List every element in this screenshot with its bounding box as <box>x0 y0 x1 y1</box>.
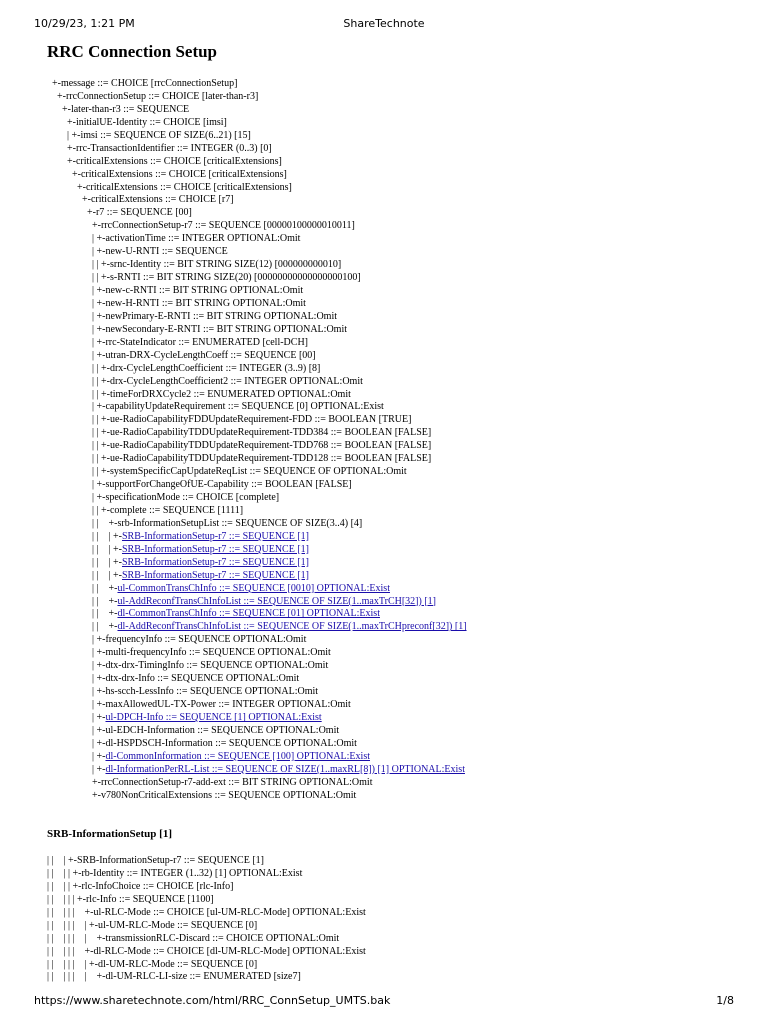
tree-line <box>47 933 748 946</box>
tree-line <box>52 259 748 272</box>
tree-line-text: | +-new-U-RNTI ::= SEQUENCE <box>52 246 228 258</box>
tree-line-link[interactable]: SRB-InformationSetup-r7 ::= SEQUENCE [1] <box>121 556 309 568</box>
tree-line-link[interactable]: dl-CommonInformation ::= SEQUENCE [100] OPTIONAL:Exist <box>105 750 370 762</box>
tree-line <box>47 907 748 920</box>
tree-line <box>52 466 748 479</box>
tree-line <box>52 311 748 324</box>
tree-line[interactable] <box>52 583 748 596</box>
tree-line-text: | +-dtx-drx-TimingInfo ::= SEQUENCE OPTIONAL:Omit <box>52 660 329 672</box>
tree-line <box>52 479 748 492</box>
tree-line-text: | | | | | | +-dl-UM-RLC-LI-size ::= ENUMERATED [size7] <box>47 971 301 983</box>
tree-line-text: | | +-srnc-Identity ::= BIT STRING SIZE(12) [000000000010] <box>52 259 342 271</box>
tree-line <box>52 169 748 182</box>
tree-line <box>52 207 748 220</box>
tree-line-text: +-criticalExtensions ::= CHOICE [criticalExtensions] <box>52 155 282 167</box>
tree-line <box>52 686 748 699</box>
tree-line-text: | | +-complete ::= SEQUENCE [1111] <box>52 504 244 516</box>
tree-line <box>52 389 748 402</box>
tree-line-text: | | +-ue-RadioCapabilityTDDUpdateRequirement-TDD768 ::= BOOLEAN [FALSE] <box>52 440 432 452</box>
tree-line-text: | | | | | | +-dl-UM-RLC-Mode ::= SEQUENCE [0] <box>47 958 258 970</box>
tree-line-link[interactable]: ul-AddReconfTransChInfoList ::= SEQUENCE OF SIZE(1..maxTrCH[32]) [1] <box>117 595 436 607</box>
section-title: SRB-InformationSetup [1] <box>47 828 172 840</box>
tree-line <box>52 285 748 298</box>
tree-line-text: | | | | | | +-transmissionRLC-Discard ::= CHOICE OPTIONAL:Omit <box>47 932 340 944</box>
tree-line[interactable] <box>52 557 748 570</box>
tree-line-text: | +-ul-EDCH-Information ::= SEQUENCE OPTIONAL:Omit <box>52 724 340 736</box>
tree-line <box>52 725 748 738</box>
tree-line <box>52 492 748 505</box>
tree-line-text: | | +-timeForDRXCycle2 ::= ENUMERATED OPTIONAL:Omit <box>52 388 351 400</box>
tree-line[interactable] <box>52 621 748 634</box>
tree-line <box>47 868 748 881</box>
tree-line-link[interactable]: ul-DPCH-Info ::= SEQUENCE [1] OPTIONAL:Exist <box>105 711 322 723</box>
tree-line-link[interactable]: SRB-InformationSetup-r7 ::= SEQUENCE [1] <box>121 530 309 542</box>
tree-line <box>52 440 748 453</box>
tree-line <box>47 920 748 933</box>
tree-line-text: | | +- <box>52 621 118 633</box>
tree-line-text: | | +- <box>52 595 118 607</box>
tree-line-text: | +-dtx-drx-Info ::= SEQUENCE OPTIONAL:Omit <box>52 673 300 685</box>
tree-line-text: | | | +- <box>52 543 122 555</box>
tree-line <box>52 738 748 751</box>
tree-line <box>52 427 748 440</box>
tree-line-text: | +-newPrimary-E-RNTI ::= BIT STRING OPTIONAL:Omit <box>52 310 338 322</box>
tree-line <box>52 143 748 156</box>
tree-line <box>52 337 748 350</box>
tree-line-text: | +-specificationMode ::= CHOICE [complete] <box>52 492 280 503</box>
tree-line-text: +-rrcConnectionSetup-r7-add-ext ::= BIT STRING OPTIONAL:Omit <box>52 776 373 788</box>
tree-line <box>52 414 748 427</box>
tree-line <box>52 298 748 311</box>
tree-line-text: +-initialUE-Identity ::= CHOICE [imsi] <box>52 116 227 128</box>
tree-line-text: | +-maxAllowedUL-TX-Power ::= INTEGER OPTIONAL:Omit <box>52 699 351 710</box>
tree-line <box>52 117 748 130</box>
tree-line-text: +-criticalExtensions ::= CHOICE [r7] <box>52 194 234 206</box>
tree-line-text: | | | | | +-dl-RLC-Mode ::= CHOICE [dl-UM-RLC-Mode] OPTIONAL:Exist <box>47 945 366 957</box>
tree-line-text: | | | | | | +-ul-UM-RLC-Mode ::= SEQUENCE [0] <box>47 919 258 931</box>
print-url: https://www.sharetechnote.com/html/RRC_ConnSetup_UMTS.bak <box>34 994 391 1007</box>
tree-line-text: +-v780NonCriticalExtensions ::= SEQUENCE OPTIONAL:Omit <box>52 789 357 801</box>
tree-line-text: | | +-ue-RadioCapabilityFDDUpdateRequirement-FDD ::= BOOLEAN [TRUE] <box>52 414 412 426</box>
tree-line <box>52 790 748 803</box>
tree-line-text: | | +-srb-InformationSetupList ::= SEQUENCE OF SIZE(3..4) [4] <box>52 517 363 529</box>
tree-line-text: | +-newSecondary-E-RNTI ::= BIT STRING OPTIONAL:Omit <box>52 323 348 335</box>
tree-line-text: | +-rrc-StateIndicator ::= ENUMERATED [cell-DCH] <box>52 336 308 348</box>
tree-line-text: | +-frequencyInfo ::= SEQUENCE OPTIONAL:Omit <box>52 634 307 646</box>
tree-line-text: | +-multi-frequencyInfo ::= SEQUENCE OPTIONAL:Omit <box>52 647 331 659</box>
print-datetime: 10/29/23, 1:21 PM <box>34 17 135 30</box>
tree-line-text: +-criticalExtensions ::= CHOICE [criticalExtensions] <box>52 168 287 180</box>
tree-line-text: | +-imsi ::= SEQUENCE OF SIZE(6..21) [15] <box>52 129 251 141</box>
tree-line-text: | | | | +-rb-Identity ::= INTEGER (1..32) [1] OPTIONAL:Exist <box>47 867 303 879</box>
tree-line-text: | | +-systemSpecificCapUpdateReqList ::= SEQUENCE OF OPTIONAL:Omit <box>52 466 407 478</box>
tree-line-text: | +-activationTime ::= INTEGER OPTIONAL:Omit <box>52 233 301 245</box>
tree-line <box>47 959 748 972</box>
tree-line-link[interactable]: SRB-InformationSetup-r7 ::= SEQUENCE [1] <box>121 543 309 555</box>
tree-line <box>52 246 748 259</box>
tree-line-text: | +-supportForChangeOfUE-Capability ::= BOOLEAN [FALSE] <box>52 479 352 491</box>
tree-line <box>52 518 748 531</box>
tree-line[interactable] <box>52 544 748 557</box>
tree-line-text: | | +-s-RNTI ::= BIT STRING SIZE(20) [00000000000000000100] <box>52 272 361 284</box>
tree-line <box>52 91 748 104</box>
tree-line-text: | +- <box>52 763 106 775</box>
tree-line <box>52 156 748 169</box>
print-site-title: ShareTechnote <box>343 17 425 30</box>
srb-info-tree <box>47 855 748 984</box>
print-header <box>34 17 734 31</box>
print-footer <box>34 994 734 1008</box>
tree-line <box>52 130 748 143</box>
print-page-number: 1/8 <box>716 994 734 1007</box>
tree-line-text: | +-capabilityUpdateRequirement ::= SEQUENCE [0] OPTIONAL:Exist <box>52 401 384 413</box>
tree-line <box>52 453 748 466</box>
tree-line-text: | +-new-H-RNTI ::= BIT STRING OPTIONAL:Omit <box>52 297 306 309</box>
tree-line-text: +-rrc-TransactionIdentifier ::= INTEGER (0..3) [0] <box>52 142 272 154</box>
tree-line <box>52 699 748 712</box>
tree-line[interactable] <box>52 570 748 583</box>
tree-line <box>52 272 748 285</box>
tree-line-text: | | +- <box>52 582 118 594</box>
tree-line-link[interactable]: dl-InformationPerRL-List ::= SEQUENCE OF SIZE(1..maxRL[8]) [1] OPTIONAL:Exist <box>105 763 465 775</box>
tree-line-text: | | | +- <box>52 556 122 568</box>
tree-line <box>52 673 748 686</box>
tree-line <box>52 194 748 207</box>
tree-line <box>52 78 748 91</box>
tree-line-text: | | +-drx-CycleLengthCoefficient2 ::= INTEGER OPTIONAL:Omit <box>52 375 363 387</box>
tree-line <box>52 350 748 363</box>
tree-line-link[interactable]: dl-CommonTransChInfo ::= SEQUENCE [01] OPTIONAL:Exist <box>117 608 380 620</box>
tree-line-link[interactable]: dl-AddReconfTransChInfoList ::= SEQUENCE OF SIZE(1..maxTrCHpreconf[32]) [1] <box>117 621 467 633</box>
tree-line-text: | +-new-c-RNTI ::= BIT STRING OPTIONAL:Omit <box>52 285 304 296</box>
tree-line <box>47 946 748 959</box>
tree-line <box>52 233 748 246</box>
tree-line-text: | +- <box>52 750 106 762</box>
tree-line <box>52 104 748 117</box>
message-tree <box>52 78 748 803</box>
tree-line[interactable] <box>52 608 748 621</box>
tree-line <box>52 634 748 647</box>
tree-line <box>47 894 748 907</box>
tree-line-text: | | | | | +-ul-RLC-Mode ::= CHOICE [ul-UM-RLC-Mode] OPTIONAL:Exist <box>47 906 366 918</box>
tree-line-text: | | | | | +-rlc-Info ::= SEQUENCE [1100] <box>47 893 214 905</box>
tree-line-text: | | +-ue-RadioCapabilityTDDUpdateRequirement-TDD128 ::= BOOLEAN [FALSE] <box>52 453 432 465</box>
tree-line <box>47 971 748 984</box>
tree-line-text: | | | | +-rlc-InfoChoice ::= CHOICE [rlc-Info] <box>47 880 234 892</box>
tree-line-text: | | +- <box>52 608 118 620</box>
tree-line-text: | | | +- <box>52 569 122 581</box>
page-title: RRC Connection Setup <box>47 42 218 61</box>
tree-line-text: +-rrcConnectionSetup-r7 ::= SEQUENCE [00000100000010011] <box>52 220 355 232</box>
tree-line <box>52 376 748 389</box>
tree-line <box>52 505 748 518</box>
tree-line[interactable] <box>52 531 748 544</box>
tree-line <box>52 777 748 790</box>
tree-line-text: | +-dl-HSPDSCH-Information ::= SEQUENCE OPTIONAL:Omit <box>52 737 357 749</box>
tree-line <box>52 324 748 337</box>
tree-line <box>52 660 748 673</box>
tree-line-text: | +-utran-DRX-CycleLengthCoeff ::= SEQUENCE [00] <box>52 349 316 361</box>
tree-line[interactable] <box>52 596 748 609</box>
tree-line-text: +-criticalExtensions ::= CHOICE [criticalExtensions] <box>52 181 292 193</box>
tree-line <box>52 647 748 660</box>
tree-line-text: +-later-than-r3 ::= SEQUENCE <box>52 103 190 115</box>
tree-line-link[interactable]: SRB-InformationSetup-r7 ::= SEQUENCE [1] <box>121 569 309 581</box>
tree-line <box>52 401 748 414</box>
tree-line[interactable] <box>52 751 748 764</box>
tree-line-text: +-rrcConnectionSetup ::= CHOICE [later-than-r3] <box>52 90 259 102</box>
tree-line-text: | | +-ue-RadioCapabilityTDDUpdateRequirement-TDD384 ::= BOOLEAN [FALSE] <box>52 427 432 439</box>
tree-line-text: | +- <box>52 711 106 723</box>
tree-line-text: | | +-drx-CycleLengthCoefficient ::= INTEGER (3..9) [8] <box>52 362 321 374</box>
tree-line[interactable] <box>52 764 748 777</box>
tree-line <box>47 855 748 868</box>
tree-line <box>47 881 748 894</box>
tree-line-text: | | | +-SRB-InformationSetup-r7 ::= SEQUENCE [1] <box>47 855 264 866</box>
tree-line <box>52 182 748 195</box>
tree-line-text: +-message ::= CHOICE [rrcConnectionSetup] <box>52 78 238 89</box>
tree-line-text: +-r7 ::= SEQUENCE [00] <box>52 207 192 219</box>
tree-line <box>52 363 748 376</box>
tree-line-text: | +-hs-scch-LessInfo ::= SEQUENCE OPTIONAL:Omit <box>52 686 319 698</box>
tree-line-link[interactable]: ul-CommonTransChInfo ::= SEQUENCE [0010] OPTIONAL:Exist <box>117 582 390 594</box>
tree-line-text: | | | +- <box>52 530 122 542</box>
tree-line <box>52 220 748 233</box>
tree-line[interactable] <box>52 712 748 725</box>
